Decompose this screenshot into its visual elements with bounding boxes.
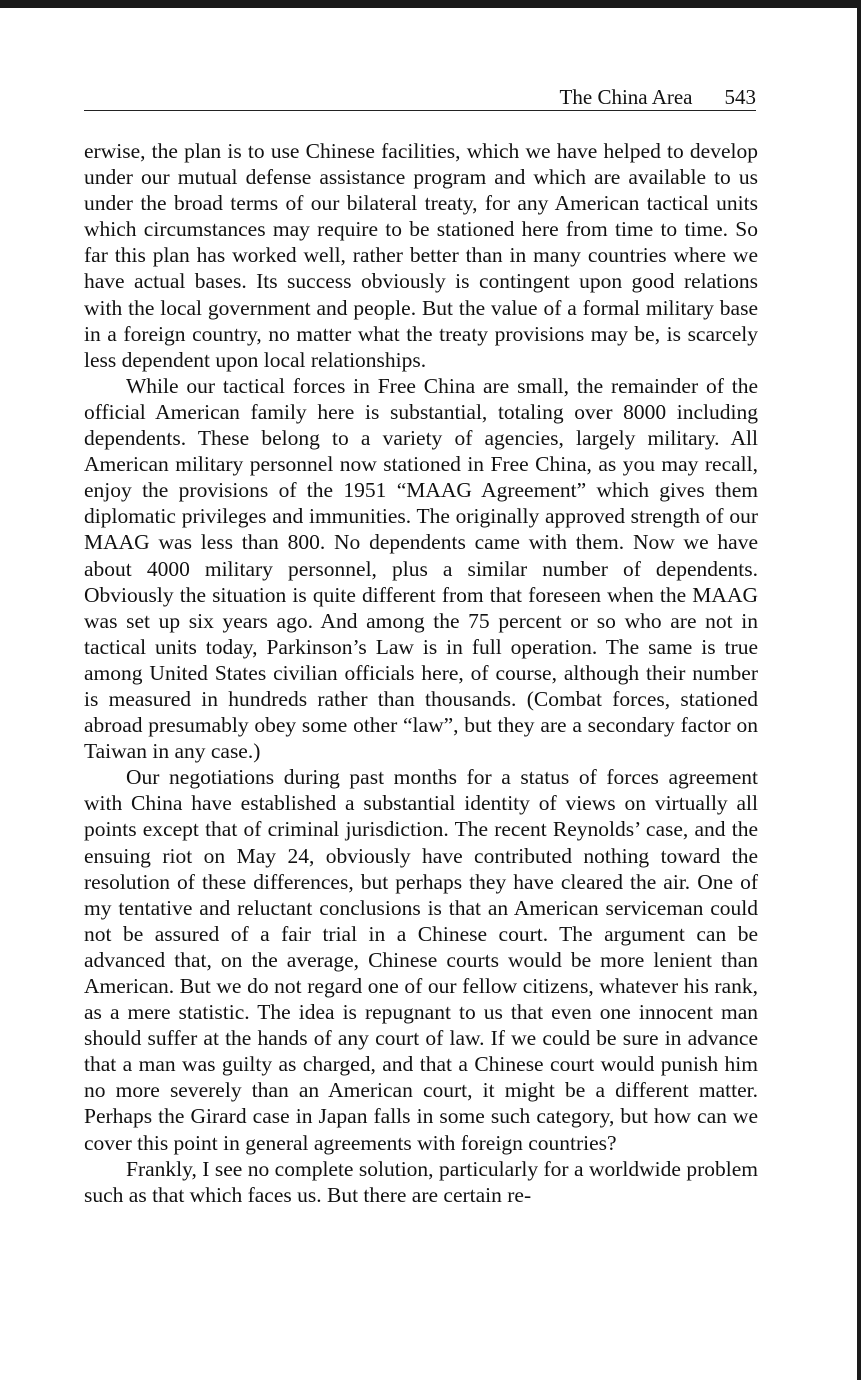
paragraph-1: erwise, the plan is to use Chinese facilities, which we have helped to develop under our mutual defense assistance program and which are available to us under the broad terms of our bilateral treaty, for any American tactical units which circumstances may require to be stationed here from time to time. So far this plan has worked well, rather better than in many countries where we have actual bases. Its success obviously is contingent upon good relations with the local government and people. But the value of a formal military base in a foreign country, no matter what the treaty provisions may be, is scarcely less dependent upon local relationships. xyxy=(84,139,758,372)
running-head-title: The China Area xyxy=(559,85,693,109)
scan-border-top xyxy=(0,0,861,8)
paragraph-4: Frankly, I see no complete solution, particularly for a worldwide problem such as that which faces us. But there are certain re- xyxy=(84,1156,758,1207)
paragraph-2: While our tactical forces in Free China are small, the remainder of the official American family here is substantial, totaling over 8000 including dependents. These belong to a variety of agencies, largely military. All American military personnel now stationed in Free China, as you may recall, enjoy the provisions of the 1951 “MAAG Agreement” which gives them diplomatic privileges and immunities. The originally approved strength of our MAAG was less than 800. No dependents came with them. Now we have about 4000 military personnel, plus a similar number of dependents. Obviously the situation is quite different from that foreseen when the MAAG was set up six years ago. And among the 75 percent or so who are not in tactical units today, Parkinson’s Law is in full operation. The same is true among United States civilian officials here, of course, although their number is measured in hundreds rather than thousands. (Combat forces, stationed abroad presumably obey some other “law”, but they are a secondary factor on Taiwan in any case.) xyxy=(84,373,758,764)
running-head xyxy=(84,82,756,111)
scan-border-right xyxy=(857,0,861,1380)
paragraph-3: Our negotiations during past months for a status of forces agreement with China have established a substantial identity of views on virtually all points except that of criminal jurisdiction. The recent Reynolds’ case, and the ensuing riot on May 24, obviously have contributed nothing toward the resolution of these differences, but perhaps they have cleared the air. One of my tentative and reluctant conclusions is that an American serviceman could not be assured of a fair trial in a Chinese court. The argument can be advanced that, on the average, Chinese courts would be more lenient than American. But we do not regard one of our fellow citizens, whatever his rank, as a mere statistic. The idea is repugnant to us that even one innocent man should suffer at the hands of any court of law. If we could be sure in advance that a man was guilty as charged, and that a Chinese court would punish him no more severely than an American court, it might be a different matter. Perhaps the Girard case in Japan falls in some such category, but how can we cover this point in general agreements with foreign countries? xyxy=(84,765,758,1155)
body-text xyxy=(84,138,758,1208)
page-number: 543 xyxy=(724,85,756,109)
